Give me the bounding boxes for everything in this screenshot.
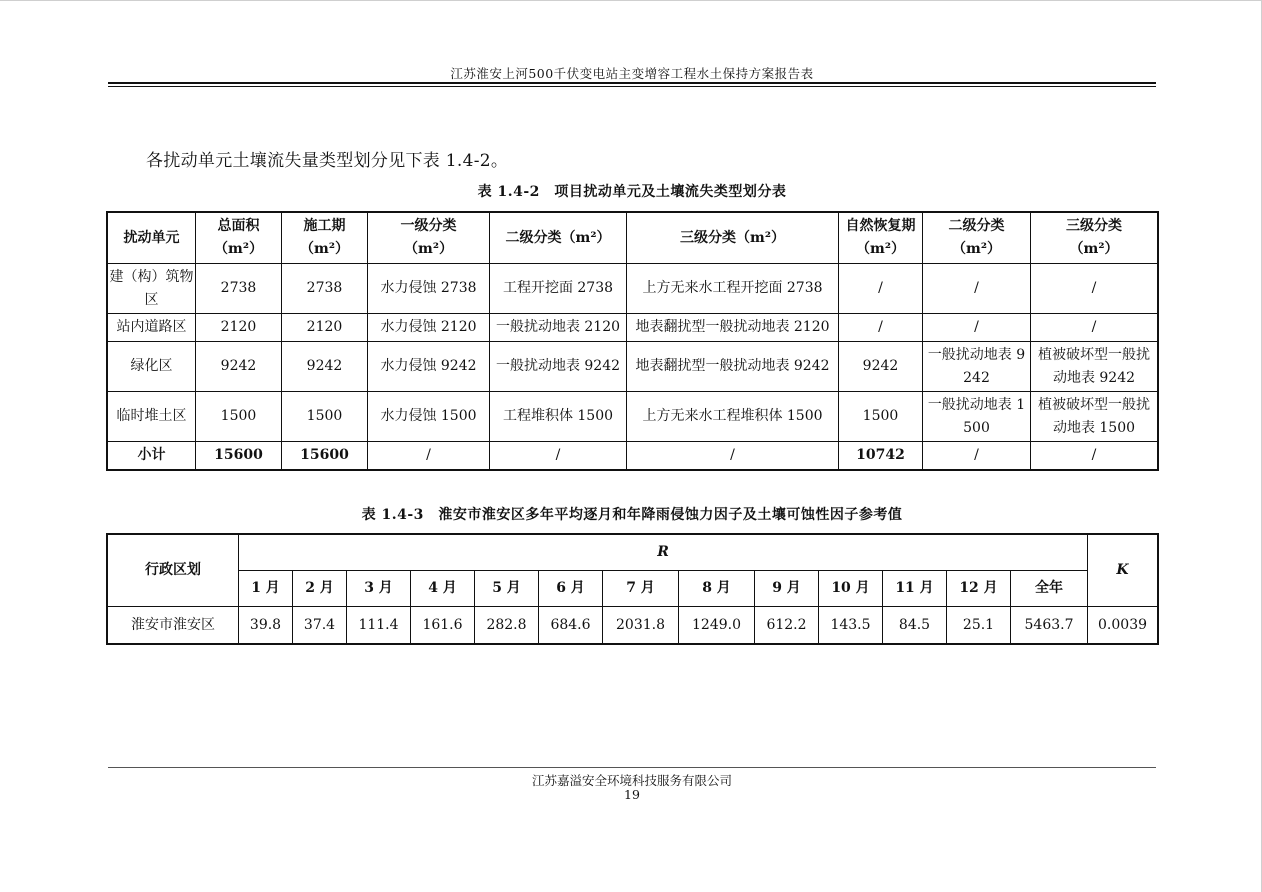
cell: 5463.7 [1011,607,1088,644]
cell: / [368,442,490,470]
th-month: 12 月 [947,571,1011,607]
th-month: 6 月 [539,571,603,607]
th-recovery-level3: 三级分类 （m²） [1031,213,1158,264]
cell: 临时堆土区 [108,392,196,442]
cell: 一般扰动地表 1500 [923,392,1031,442]
table1-caption: 表 1.4-2 项目扰动单元及土壤流失类型划分表 [477,184,787,200]
cell: / [923,264,1031,314]
cell-region: 淮安市淮安区 [108,607,239,644]
cell: 植被破坏型一般扰动地表 1500 [1031,392,1158,442]
cell: 1500 [282,392,368,442]
table2-month-row [108,571,1158,607]
cell: 2738 [282,264,368,314]
cell: 一般扰动地表 9242 [923,342,1031,392]
cell: / [923,314,1031,342]
cell: 一般扰动地表 2120 [490,314,627,342]
page-number: 19 [624,787,640,802]
intro-paragraph: 各扰动单元土壤流失量类型划分见下表 1.4-2。 [146,151,509,171]
footer-company: 江苏嘉溢安全环境科技服务有限公司 [531,773,732,788]
cell-k: 0.0039 [1088,607,1158,644]
table-row [108,264,1158,314]
cell: / [1031,314,1158,342]
cell: 水力侵蚀 9242 [368,342,490,392]
cell: 84.5 [883,607,947,644]
table-row [108,342,1158,392]
th-month: 8 月 [679,571,755,607]
cell: 植被破坏型一般扰动地表 9242 [1031,342,1158,392]
th-unit: 扰动单元 [108,213,196,264]
th-annual: 全年 [1011,571,1088,607]
cell: 143.5 [819,607,883,644]
cell: 水力侵蚀 2120 [368,314,490,342]
table1-header-row [108,213,1158,264]
th-month: 3 月 [347,571,411,607]
cell: 地表翻扰型一般扰动地表 9242 [627,342,839,392]
cell: 2738 [196,264,282,314]
running-header: 江苏淮安上河500千伏变电站主变增容工程水土保持方案报告表 [450,66,814,81]
footer-rule [108,767,1156,768]
th-month: 11 月 [883,571,947,607]
cell: / [490,442,627,470]
cell: / [1031,442,1158,470]
cell: 小计 [108,442,196,470]
cell: / [627,442,839,470]
table-row [108,314,1158,342]
th-month: 7 月 [603,571,679,607]
cell: 37.4 [293,607,347,644]
cell: 9242 [839,342,923,392]
cell: 站内道路区 [108,314,196,342]
cell: 15600 [282,442,368,470]
cell: 上方无来水工程堆积体 1500 [627,392,839,442]
cell: 绿化区 [108,342,196,392]
cell: 9242 [196,342,282,392]
table2-caption: 表 1.4-3 淮安市淮安区多年平均逐月和年降雨侵蚀力因子及土壤可蚀性因子参考值 [361,507,903,523]
cell: 一般扰动地表 9242 [490,342,627,392]
cell: / [839,314,923,342]
th-region: 行政区划 [108,535,239,607]
cell: 10742 [839,442,923,470]
th-month: 1 月 [239,571,293,607]
th-month: 9 月 [755,571,819,607]
cell: 1500 [196,392,282,442]
th-construction: 施工期 （m²） [282,213,368,264]
th-level1: 一级分类 （m²） [368,213,490,264]
cell: 工程开挖面 2738 [490,264,627,314]
th-level3: 三级分类（m²） [627,213,839,264]
header-rule-thick [108,82,1156,84]
cell: 水力侵蚀 1500 [368,392,490,442]
cell: 25.1 [947,607,1011,644]
cell: 111.4 [347,607,411,644]
th-r-factor: R [239,535,1088,571]
erosion-factor-table [107,534,1158,644]
table2-header-row [108,535,1158,571]
cell: / [923,442,1031,470]
cell: 2120 [282,314,368,342]
cell: 2031.8 [603,607,679,644]
th-month: 2 月 [293,571,347,607]
cell: / [839,264,923,314]
cell: 9242 [282,342,368,392]
th-recovery: 自然恢复期 （m²） [839,213,923,264]
header-rule-thin [108,86,1156,87]
th-month: 5 月 [475,571,539,607]
cell: 2120 [196,314,282,342]
cell: 1249.0 [679,607,755,644]
table-row [108,392,1158,442]
cell: / [1031,264,1158,314]
cell: 地表翻扰型一般扰动地表 2120 [627,314,839,342]
cell: 39.8 [239,607,293,644]
th-level2: 二级分类（m²） [490,213,627,264]
disturbance-unit-table [107,212,1158,470]
table1-total-row [108,442,1158,470]
th-month: 4 月 [411,571,475,607]
page-border-top [0,0,1262,1]
cell: 工程堆积体 1500 [490,392,627,442]
cell: 建（构）筑物区 [108,264,196,314]
th-recovery-level2: 二级分类 （m²） [923,213,1031,264]
cell: 612.2 [755,607,819,644]
cell: 15600 [196,442,282,470]
cell: 282.8 [475,607,539,644]
cell: 上方无来水工程开挖面 2738 [627,264,839,314]
table-row [108,607,1158,644]
cell: 1500 [839,392,923,442]
cell: 684.6 [539,607,603,644]
th-k-factor: K [1088,535,1158,607]
th-month: 10 月 [819,571,883,607]
cell: 水力侵蚀 2738 [368,264,490,314]
cell: 161.6 [411,607,475,644]
th-total-area: 总面积 （m²） [196,213,282,264]
